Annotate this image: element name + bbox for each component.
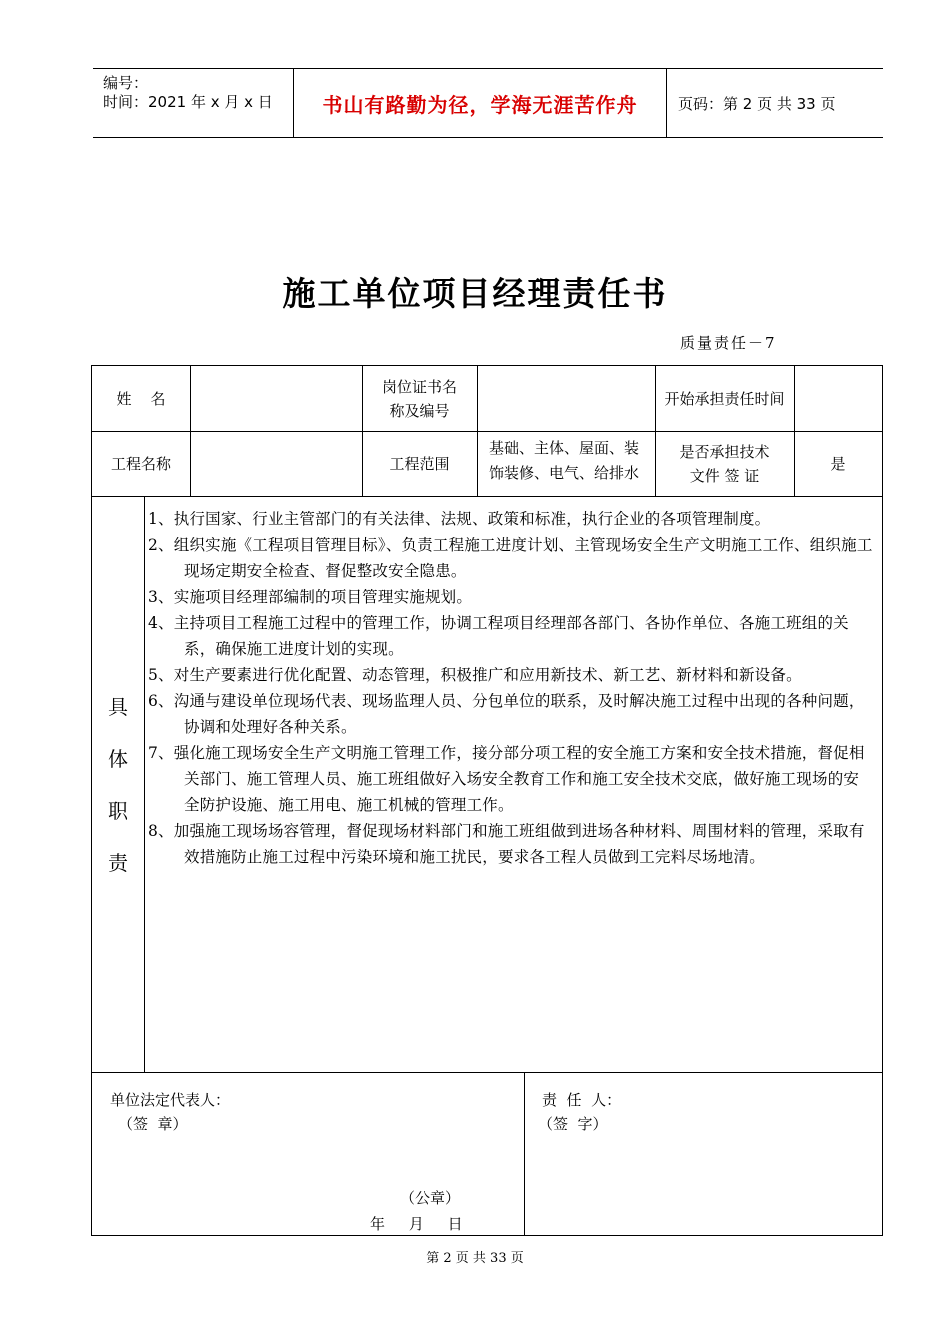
project-label: 工程名称 [110, 454, 171, 473]
duty-label [92, 497, 144, 1072]
page-title: 施工单位项目经理责任书 [282, 274, 668, 313]
cert-value [477, 366, 655, 431]
date-label: 年 月 日 [370, 1215, 463, 1233]
start-label: 开始承担责任时间 [664, 389, 785, 408]
project-value [190, 431, 362, 496]
duty-item: 1、执行国家、行业主管部门的有关法律、法规、政策和标准，执行企业的各项管理制度。 [148, 510, 771, 528]
name-value [190, 366, 362, 431]
scope-value: 基础、主体、屋面、装饰装修、电气、给排水 [489, 439, 640, 482]
cert-label: 岗位证书名称及编号 [381, 377, 457, 420]
duty-item: 2、组织实施《工程项目管理目标》、负责工程施工进度计划、主管现场安全生产文明施工工作、组织施工现场定期安全检查、督促整改安全隐患。 [148, 536, 873, 580]
duty-item: 8、加强施工现场场容管理，督促现场材料部门和施工班组做到进场各种材料、周围材料的管理，采取有效措施防止施工过程中污染环境和施工扰民，要求各工程人员做到工完料尽场地清。 [148, 822, 865, 866]
time-label: 时间：2021 年 x 月 x 日 [103, 93, 273, 111]
responsible-note: （签 字） [538, 1115, 608, 1133]
duty-item: 4、主持项目工程施工过程中的管理工作，协调工程项目经理部各部门、各协作单位、各施工班组的关系，确保施工进度计划的实现。 [148, 614, 849, 658]
scope-label: 工程范围 [389, 454, 450, 473]
responsible-label: 责 任 人： [542, 1091, 622, 1109]
legal-rep-label: 单位法定代表人： [110, 1091, 231, 1109]
duty-label-char: 体 [108, 746, 128, 771]
duty-label-char: 职 [108, 798, 128, 823]
duty-label-char: 具 [108, 694, 128, 719]
name-label: 姓 名 [116, 389, 166, 408]
duty-label-char: 责 [108, 850, 128, 875]
responsibility-table [91, 365, 883, 1236]
duty-list [148, 506, 873, 870]
tech-label: 是否承担技术文件 签 证 [679, 442, 770, 485]
header-page-cell [666, 69, 883, 137]
duty-item: 5、对生产要素进行优化配置、动态管理，积极推广和应用新技术、新工艺、新材料和新设备。 [148, 666, 802, 684]
start-value [794, 366, 882, 431]
header-meta [93, 69, 293, 137]
legal-rep-note: （签 章） [118, 1115, 188, 1133]
duty-item: 6、沟通与建设单位现场代表、现场监理人员、分包单位的联系，及时解决施工过程中出现的各种问题，协调和处理好各种关系。 [148, 692, 865, 736]
motto: 书山有路勤为径，学海无涯苦作舟 [322, 92, 638, 117]
doc-code: 质量责任－7 [680, 334, 777, 352]
tech-value: 是 [830, 454, 846, 473]
page-footer: 第 2 页 共 33 页 [426, 1251, 524, 1266]
duty-item: 3、实施项目经理部编制的项目管理实施规划。 [148, 588, 473, 606]
page-info: 页码：第 2 页 共 33 页 [678, 94, 836, 113]
document-header [93, 68, 883, 138]
header-motto-cell [293, 69, 667, 137]
duty-item: 7、强化施工现场安全生产文明施工管理工作，接分部分项工程的安全施工方案和安全技术措施，督促相关部门、施工管理人员、施工班组做好入场安全教育工作和施工安全技术交底，做好施工现场的安全防护设施、施工用电、施工机械的管理工作。 [148, 744, 865, 814]
number-label: 编号： [103, 74, 149, 92]
seal-label: （公章） [400, 1189, 461, 1207]
